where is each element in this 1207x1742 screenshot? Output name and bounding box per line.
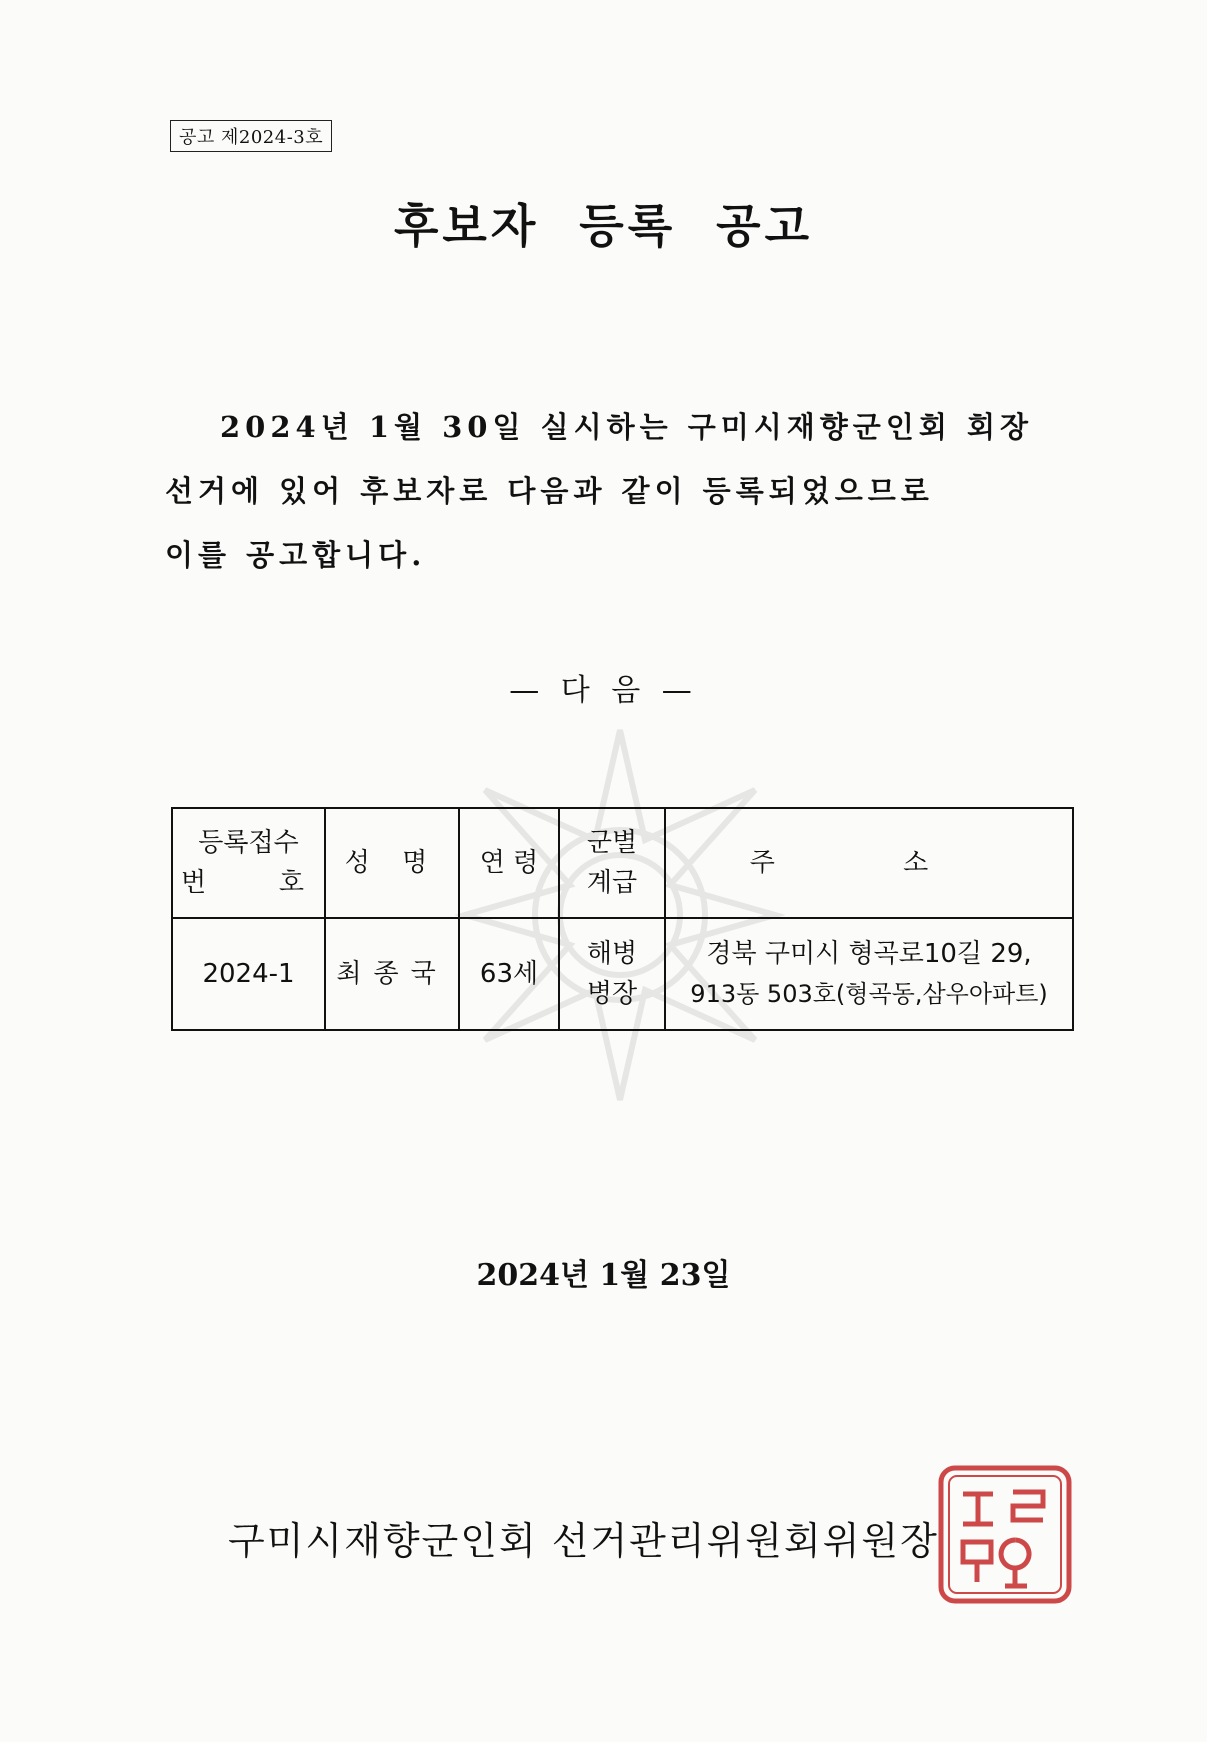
official-seal-icon — [935, 1462, 1075, 1607]
cell-name: 최종국 — [325, 918, 459, 1030]
header-age: 연 령 — [459, 808, 559, 918]
body-line: 2024년 1월 30일 실시하는 구미시재향군인회 회장 — [220, 410, 1033, 444]
body-line: 선거에 있어 후보자로 다음과 같이 등록되었으므로 — [165, 474, 934, 508]
cell-reg-no: 2024-1 — [172, 918, 325, 1030]
notice-number: 공고 제2024-3호 — [170, 120, 332, 152]
cell-age: 63세 — [459, 918, 559, 1030]
issue-date: 2024년 1월 23일 — [476, 1258, 731, 1293]
header-branch-rank: 군별 계급 — [559, 808, 665, 918]
candidate-registration-table — [171, 807, 1074, 1031]
header-name: 성 명 — [325, 808, 459, 918]
cell-address: 경북 구미시 형곡로10길 29, 913동 503호(형곡동,삼우아파트) — [665, 918, 1073, 1030]
body-line: 이를 공고합니다. — [165, 538, 427, 572]
table-row — [172, 918, 1073, 1030]
signatory: 구미시재향군인회 선거관리위원회위원장 — [228, 1519, 939, 1563]
table-header-row — [172, 808, 1073, 918]
notice-body — [165, 395, 1050, 587]
document-title: 후보자 등록 공고 — [393, 199, 814, 253]
section-mark: — 다 음 — — [509, 673, 698, 708]
header-address: 주 소 — [665, 808, 1073, 918]
header-reg-no: 등록접수 번 호 — [172, 808, 325, 918]
cell-branch-rank: 해병 병장 — [559, 918, 665, 1030]
